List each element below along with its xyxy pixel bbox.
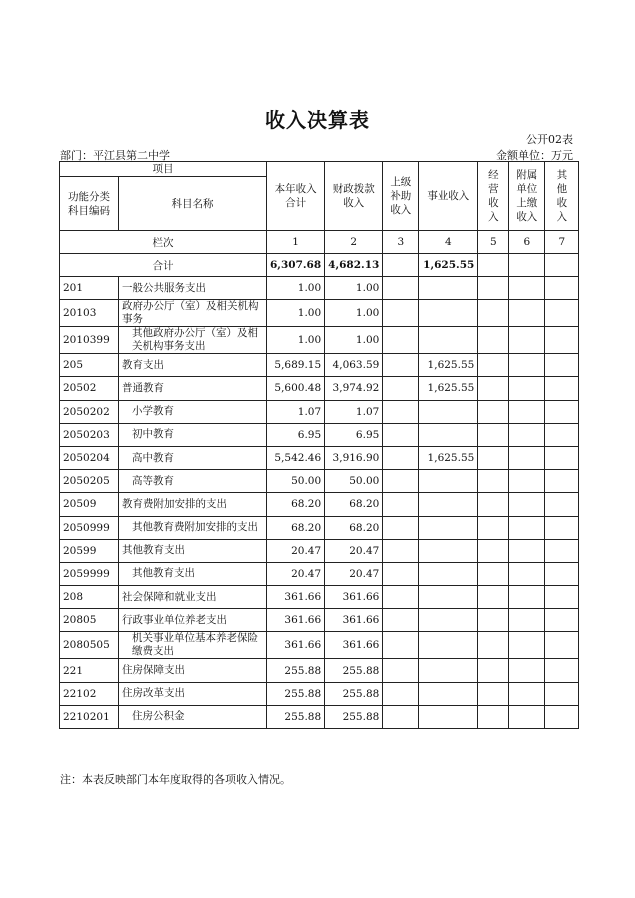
amount-cell	[383, 562, 419, 585]
amount-cell	[383, 659, 419, 682]
seq-cell: 4	[419, 231, 478, 254]
amount-cell: 255.88	[325, 705, 383, 728]
table-row	[60, 516, 579, 539]
amount-cell	[545, 493, 579, 516]
amount-cell: 361.66	[267, 586, 325, 609]
total-value	[383, 254, 419, 277]
total-row	[60, 254, 579, 277]
amount-cell: 361.66	[325, 632, 383, 659]
amount-cell	[383, 632, 419, 659]
total-value: 1,625.55	[419, 254, 478, 277]
amount-cell: 5,689.15	[267, 354, 325, 377]
amount-cell	[478, 423, 509, 446]
total-value	[478, 254, 509, 277]
subject-name: 一般公共服务支出	[119, 277, 267, 300]
amount-cell	[478, 632, 509, 659]
table-row	[60, 377, 579, 400]
table-row	[60, 300, 579, 327]
amount-cell	[383, 354, 419, 377]
subject-name: 普通教育	[119, 377, 267, 400]
table-row	[60, 539, 579, 562]
subject-name: 其他教育支出	[119, 539, 267, 562]
amount-cell	[419, 659, 478, 682]
amount-cell	[509, 682, 545, 705]
subject-name: 高等教育	[119, 470, 267, 493]
subject-code: 20599	[60, 539, 119, 562]
amount-cell	[545, 400, 579, 423]
header-affiliated-income: 附属 单位 上缴 收入	[509, 162, 545, 231]
subject-code: 208	[60, 586, 119, 609]
amount-cell: 1.07	[325, 400, 383, 423]
amount-cell	[509, 277, 545, 300]
seq-cell: 7	[545, 231, 579, 254]
amount-cell	[383, 586, 419, 609]
amount-cell	[509, 516, 545, 539]
subject-name: 小学教育	[119, 400, 267, 423]
total-label: 合计	[60, 254, 267, 277]
amount-cell	[478, 493, 509, 516]
amount-cell	[545, 327, 579, 354]
amount-cell	[419, 682, 478, 705]
amount-cell	[383, 493, 419, 516]
amount-cell	[509, 562, 545, 585]
subject-name: 教育费附加安排的支出	[119, 493, 267, 516]
subject-code: 22102	[60, 682, 119, 705]
amount-cell	[509, 493, 545, 516]
amount-cell: 68.20	[325, 493, 383, 516]
amount-cell	[478, 562, 509, 585]
amount-cell	[509, 659, 545, 682]
amount-cell	[545, 586, 579, 609]
subject-code: 2010399	[60, 327, 119, 354]
amount-cell: 20.47	[267, 562, 325, 585]
amount-cell	[419, 493, 478, 516]
amount-cell: 68.20	[267, 516, 325, 539]
amount-cell	[545, 423, 579, 446]
amount-cell	[383, 609, 419, 632]
amount-cell	[545, 300, 579, 327]
amount-cell	[478, 659, 509, 682]
subject-name: 其他教育费附加安排的支出	[119, 516, 267, 539]
amount-cell	[545, 377, 579, 400]
amount-cell	[478, 277, 509, 300]
amount-cell: 68.20	[325, 516, 383, 539]
amount-cell: 255.88	[267, 705, 325, 728]
table-row	[60, 609, 579, 632]
amount-cell: 1,625.55	[419, 377, 478, 400]
unit-label: 金额单位：万元	[496, 149, 573, 162]
amount-cell	[545, 516, 579, 539]
amount-cell	[383, 423, 419, 446]
amount-cell: 4,063.59	[325, 354, 383, 377]
header-operating-income: 经 营 收 入	[478, 162, 509, 231]
amount-cell	[383, 327, 419, 354]
subject-code: 20502	[60, 377, 119, 400]
amount-cell: 361.66	[267, 632, 325, 659]
amount-cell: 20.47	[325, 562, 383, 585]
table-row	[60, 446, 579, 469]
amount-cell	[383, 470, 419, 493]
amount-cell: 5,542.46	[267, 446, 325, 469]
seq-cell: 5	[478, 231, 509, 254]
header-func-code: 功能分类 科目编码	[60, 177, 119, 231]
amount-cell	[545, 562, 579, 585]
table-row	[60, 423, 579, 446]
amount-cell: 3,974.92	[325, 377, 383, 400]
amount-cell	[419, 539, 478, 562]
amount-cell	[419, 327, 478, 354]
subject-code: 20509	[60, 493, 119, 516]
seq-cell: 1	[267, 231, 325, 254]
amount-cell	[478, 705, 509, 728]
amount-cell	[478, 516, 509, 539]
amount-cell	[419, 300, 478, 327]
amount-cell: 255.88	[325, 682, 383, 705]
amount-cell	[419, 705, 478, 728]
amount-cell	[478, 400, 509, 423]
amount-cell	[478, 586, 509, 609]
amount-cell	[419, 609, 478, 632]
header-total-income: 本年收入 合计	[267, 162, 325, 231]
total-value	[545, 254, 579, 277]
amount-cell: 361.66	[267, 609, 325, 632]
footnote: 注：本表反映部门本年度取得的各项收入情况。	[60, 773, 291, 786]
amount-cell	[478, 377, 509, 400]
subject-name: 政府办公厅（室）及相关机构事务	[119, 300, 267, 327]
amount-cell: 1.00	[325, 300, 383, 327]
amount-cell	[478, 327, 509, 354]
amount-cell: 255.88	[267, 682, 325, 705]
amount-cell: 3,916.90	[325, 446, 383, 469]
amount-cell: 50.00	[325, 470, 383, 493]
amount-cell: 50.00	[267, 470, 325, 493]
amount-cell	[545, 659, 579, 682]
amount-cell	[509, 354, 545, 377]
seq-label: 栏次	[60, 231, 267, 254]
subject-name: 高中教育	[119, 446, 267, 469]
amount-cell: 1,625.55	[419, 354, 478, 377]
amount-cell: 361.66	[325, 609, 383, 632]
table-row	[60, 493, 579, 516]
amount-cell	[478, 354, 509, 377]
amount-cell: 255.88	[325, 659, 383, 682]
amount-cell	[509, 300, 545, 327]
amount-cell	[419, 632, 478, 659]
seq-cell: 3	[383, 231, 419, 254]
amount-cell	[545, 470, 579, 493]
amount-cell	[419, 277, 478, 300]
amount-cell	[545, 446, 579, 469]
subject-name: 教育支出	[119, 354, 267, 377]
amount-cell	[419, 516, 478, 539]
subject-name: 其他教育支出	[119, 562, 267, 585]
page-title: 收入决算表	[265, 108, 370, 132]
subject-code: 2050205	[60, 470, 119, 493]
subject-code: 20103	[60, 300, 119, 327]
amount-cell	[383, 682, 419, 705]
subject-name: 住房保障支出	[119, 659, 267, 682]
amount-cell	[545, 277, 579, 300]
table-row	[60, 705, 579, 728]
seq-cell: 6	[509, 231, 545, 254]
subject-name: 住房改革支出	[119, 682, 267, 705]
subject-name: 社会保障和就业支出	[119, 586, 267, 609]
amount-cell	[419, 586, 478, 609]
header-superior-subsidy: 上级 补助 收入	[383, 162, 419, 231]
amount-cell	[383, 705, 419, 728]
amount-cell: 68.20	[267, 493, 325, 516]
table-row	[60, 659, 579, 682]
amount-cell: 20.47	[267, 539, 325, 562]
seq-cell: 2	[325, 231, 383, 254]
amount-cell	[478, 539, 509, 562]
subject-name: 住房公积金	[119, 705, 267, 728]
header-subject-name: 科目名称	[119, 177, 267, 231]
amount-cell: 1.00	[267, 277, 325, 300]
amount-cell	[419, 423, 478, 446]
amount-cell: 6.95	[325, 423, 383, 446]
amount-cell	[545, 632, 579, 659]
subject-name: 行政事业单位养老支出	[119, 609, 267, 632]
table-row	[60, 632, 579, 659]
amount-cell	[509, 705, 545, 728]
total-value: 6,307.68	[267, 254, 325, 277]
amount-cell: 1,625.55	[419, 446, 478, 469]
amount-cell	[478, 682, 509, 705]
table-row	[60, 277, 579, 300]
subject-code: 205	[60, 354, 119, 377]
subject-code: 221	[60, 659, 119, 682]
header-item: 项目	[60, 162, 267, 177]
total-value: 4,682.13	[325, 254, 383, 277]
subject-code: 2080505	[60, 632, 119, 659]
table-row	[60, 586, 579, 609]
amount-cell	[509, 377, 545, 400]
table-row	[60, 400, 579, 423]
amount-cell	[478, 300, 509, 327]
amount-cell: 1.00	[267, 300, 325, 327]
table-row	[60, 354, 579, 377]
subject-code: 2050999	[60, 516, 119, 539]
amount-cell	[545, 705, 579, 728]
amount-cell	[509, 327, 545, 354]
subject-code: 2050203	[60, 423, 119, 446]
table-row	[60, 470, 579, 493]
total-value	[509, 254, 545, 277]
amount-cell	[545, 609, 579, 632]
subject-name: 机关事业单位基本养老保险缴费支出	[119, 632, 267, 659]
subject-code: 2059999	[60, 562, 119, 585]
amount-cell: 1.00	[325, 327, 383, 354]
subject-code: 2050202	[60, 400, 119, 423]
amount-cell	[383, 446, 419, 469]
amount-cell	[419, 470, 478, 493]
department-label: 部门：平江县第二中学	[60, 149, 170, 162]
income-table-container	[59, 161, 579, 729]
subject-code: 2210201	[60, 705, 119, 728]
amount-cell	[478, 609, 509, 632]
subject-name: 初中教育	[119, 423, 267, 446]
amount-cell: 361.66	[325, 586, 383, 609]
amount-cell	[419, 400, 478, 423]
seq-row	[60, 231, 579, 254]
amount-cell	[509, 423, 545, 446]
amount-cell	[509, 446, 545, 469]
amount-cell: 1.00	[325, 277, 383, 300]
amount-cell: 1.07	[267, 400, 325, 423]
amount-cell	[383, 516, 419, 539]
table-row	[60, 562, 579, 585]
subject-name: 其他政府办公厅（室）及相关机构事务支出	[119, 327, 267, 354]
amount-cell	[383, 400, 419, 423]
form-code: 公开02表	[526, 133, 573, 146]
amount-cell	[478, 446, 509, 469]
table-row	[60, 327, 579, 354]
amount-cell	[383, 300, 419, 327]
amount-cell: 6.95	[267, 423, 325, 446]
amount-cell: 1.00	[267, 327, 325, 354]
amount-cell	[509, 609, 545, 632]
header-fiscal-allocation: 财政拨款 收入	[325, 162, 383, 231]
amount-cell: 20.47	[325, 539, 383, 562]
amount-cell: 5,600.48	[267, 377, 325, 400]
amount-cell	[509, 632, 545, 659]
amount-cell	[383, 277, 419, 300]
amount-cell	[478, 470, 509, 493]
header-business-income: 事业收入	[419, 162, 478, 231]
amount-cell	[545, 354, 579, 377]
income-table	[59, 161, 579, 729]
amount-cell	[509, 400, 545, 423]
amount-cell	[383, 377, 419, 400]
table-row	[60, 682, 579, 705]
subject-code: 201	[60, 277, 119, 300]
amount-cell	[509, 470, 545, 493]
amount-cell: 255.88	[267, 659, 325, 682]
amount-cell	[383, 539, 419, 562]
amount-cell	[509, 539, 545, 562]
header-other-income: 其 他 收 入	[545, 162, 579, 231]
amount-cell	[509, 586, 545, 609]
amount-cell	[545, 539, 579, 562]
amount-cell	[419, 562, 478, 585]
subject-code: 2050204	[60, 446, 119, 469]
subject-code: 20805	[60, 609, 119, 632]
amount-cell	[545, 682, 579, 705]
